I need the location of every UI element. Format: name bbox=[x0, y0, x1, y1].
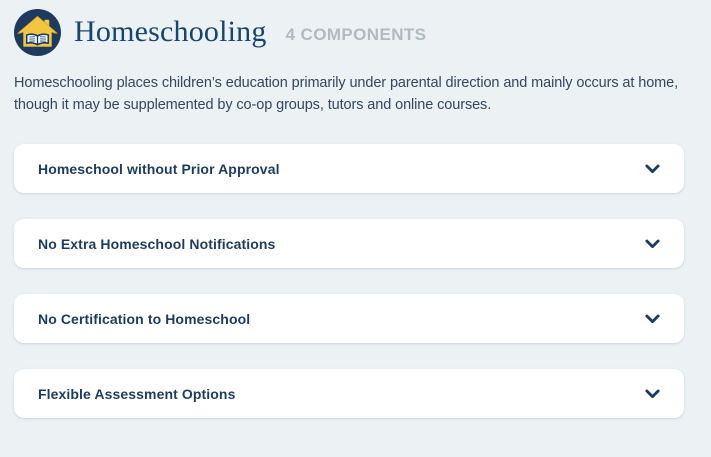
homeschooling-icon bbox=[14, 9, 61, 56]
components-accordion-list bbox=[14, 144, 697, 418]
accordion-label: No Extra Homeschool Notifications bbox=[38, 235, 276, 252]
chevron-down-icon[interactable] bbox=[645, 389, 660, 399]
section-description: Homeschooling places children’s education primarily under parental direction and mainly occurs at home, though it may be supplemented by co-op groups, tutors and online courses. bbox=[14, 75, 679, 113]
accordion-homeschool-without-prior-approval[interactable] bbox=[14, 144, 684, 193]
chevron-down-icon[interactable] bbox=[645, 164, 660, 174]
accordion-label: Flexible Assessment Options bbox=[38, 385, 236, 402]
chevron-down-icon[interactable] bbox=[645, 239, 660, 249]
accordion-flexible-assessment-options[interactable] bbox=[14, 369, 684, 418]
page-title: Homeschooling bbox=[74, 15, 267, 48]
section-header bbox=[0, 0, 711, 56]
accordion-label: No Certification to Homeschool bbox=[38, 310, 251, 327]
accordion-no-extra-homeschool-notifications[interactable] bbox=[14, 219, 684, 268]
chevron-down-icon[interactable] bbox=[645, 314, 660, 324]
accordion-label: Homeschool without Prior Approval bbox=[38, 160, 280, 177]
components-count-badge: 4 COMPONENTS bbox=[285, 25, 427, 44]
accordion-no-certification-to-homeschool[interactable] bbox=[14, 294, 684, 343]
